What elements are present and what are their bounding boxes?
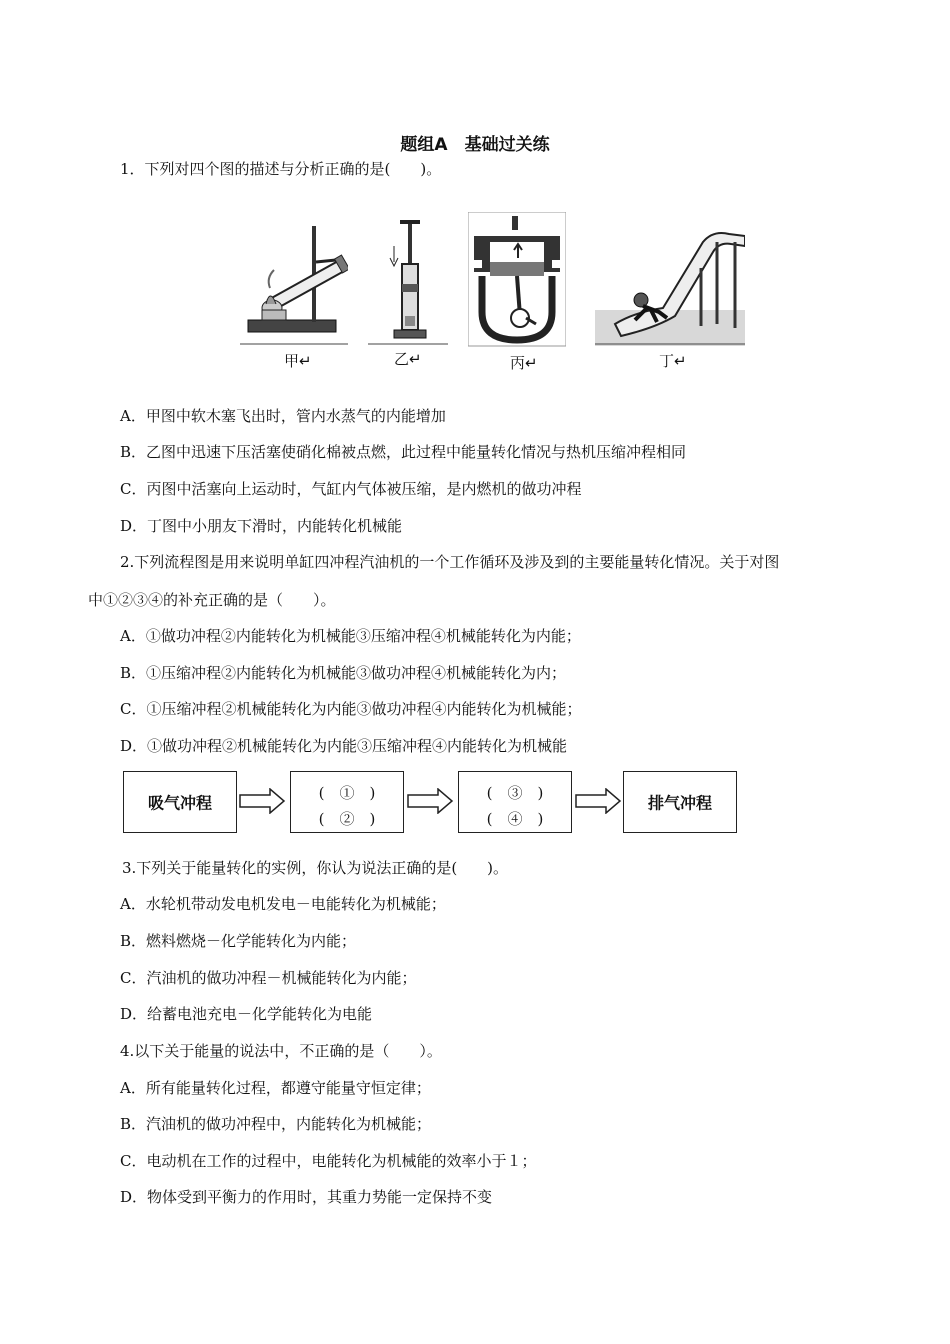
figure-bing	[468, 212, 566, 372]
figure-jia	[240, 212, 348, 370]
q1-figures	[240, 212, 745, 377]
q2-stem-line2: 中①②③④的补充正确的是（ ）。	[88, 591, 336, 609]
flow-slot-3: ( ③ )	[486, 784, 544, 802]
flow-slot-1: ( ① )	[318, 784, 376, 802]
flow-box-3	[458, 771, 572, 833]
q2-option-a: A．①做功冲程②内能转化为机械能③压缩冲程④机械能转化为内能；	[120, 627, 581, 645]
q1-option-b: B．乙图中迅速下压活塞使硝化棉被点燃，此过程中能量转化情况与热机压缩冲程相同	[120, 443, 687, 461]
flow-box-start	[123, 771, 237, 833]
figure-label-yi: 乙↵	[394, 350, 422, 368]
q4-option-c: C．电动机在工作的过程中，电能转化为机械能的效率小于１；	[120, 1152, 537, 1170]
flow-slot-2: ( ② )	[318, 810, 376, 828]
q1-option-c: C．丙图中活塞向上运动时，气缸内气体被压缩，是内燃机的做功冲程	[120, 480, 582, 498]
flow-arrow-1-icon	[238, 788, 286, 814]
stroke-flowchart	[120, 768, 740, 840]
test-tube-apparatus-icon	[240, 212, 348, 347]
child-on-slide-icon	[595, 212, 745, 347]
flow-end-label: 排气冲程	[647, 793, 712, 813]
q3-option-a: A．水轮机带动发电机发电－电能转化为机械能；	[120, 895, 446, 913]
q4-option-b: B．汽油机的做功冲程中，内能转化为机械能；	[120, 1115, 432, 1133]
flow-box-end	[623, 771, 737, 833]
q2-option-b: B．①压缩冲程②内能转化为机械能③做功冲程④机械能转化为内；	[120, 664, 567, 682]
figure-label-bing: 丙↵	[510, 354, 538, 372]
q3-option-d: D．给蓄电池充电－化学能转化为电能	[120, 1005, 373, 1023]
q1-option-a: A．甲图中软木塞飞出时，管内水蒸气的内能增加	[120, 407, 446, 425]
section-title: 题组A 基础过关练	[400, 135, 550, 155]
flow-box-2	[290, 771, 404, 833]
engine-cylinder-icon	[468, 212, 566, 347]
piston-cylinder-icon	[368, 212, 448, 347]
figure-yi	[368, 212, 448, 368]
q4-stem: 4.以下关于能量的说法中，不正确的是（ ）。	[120, 1042, 442, 1060]
q2-stem-line1: 2.下列流程图是用来说明单缸四冲程汽油机的一个工作循环及涉及到的主要能量转化情况。关于对图	[120, 553, 780, 571]
q2-option-c: C．①压缩冲程②机械能转化为内能③做功冲程④内能转化为机械能；	[120, 700, 582, 718]
flow-slot-4: ( ④ )	[486, 810, 544, 828]
q4-option-d: D．物体受到平衡力的作用时，其重力势能一定保持不变	[120, 1188, 493, 1206]
figure-label-jia: 甲↵	[284, 352, 312, 370]
q1-option-d: D．丁图中小朋友下滑时，内能转化机械能	[120, 517, 403, 535]
figure-label-ding: 丁↵	[659, 352, 687, 370]
flow-arrow-3-icon	[574, 788, 622, 814]
flow-start-label: 吸气冲程	[147, 793, 212, 813]
q3-option-b: B．燃料燃烧－化学能转化为内能；	[120, 932, 357, 950]
flow-arrow-2-icon	[406, 788, 454, 814]
q2-option-d: D．①做功冲程②机械能转化为内能③压缩冲程④内能转化为机械能	[120, 737, 568, 755]
q4-option-a: A．所有能量转化过程，都遵守能量守恒定律；	[120, 1079, 431, 1097]
q3-option-c: C．汽油机的做功冲程－机械能转化为内能；	[120, 969, 417, 987]
q3-stem: 3.下列关于能量转化的实例，你认为说法正确的是( )。	[122, 859, 509, 877]
figure-ding	[595, 212, 745, 370]
q1-stem: 1．下列对四个图的描述与分析正确的是( )。	[120, 160, 442, 178]
